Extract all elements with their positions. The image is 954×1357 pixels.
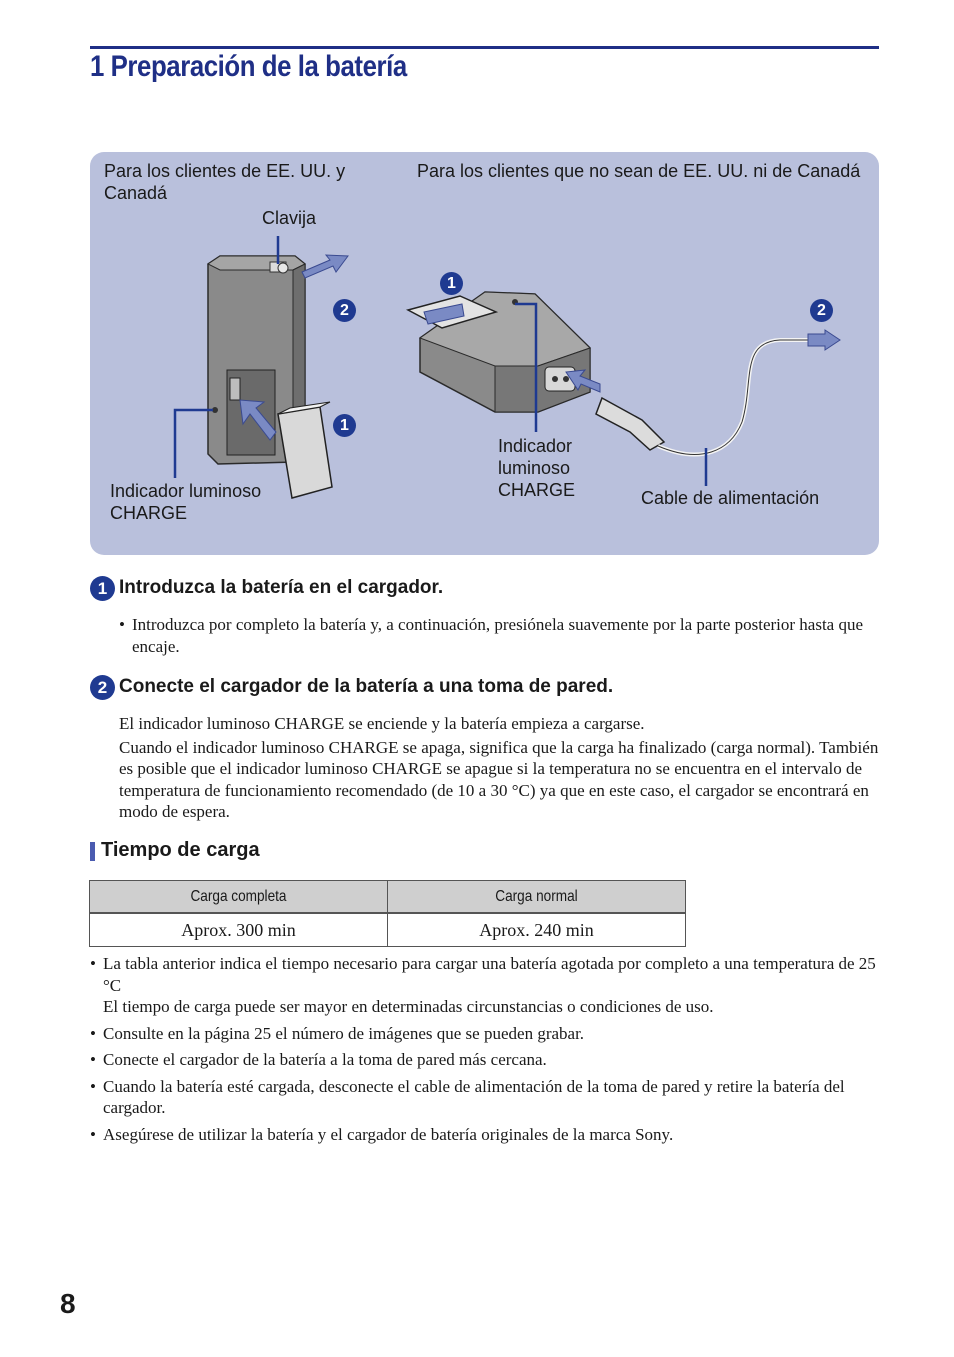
note-text: Asegúrese de utilizar la batería y el cargador de batería originales de la marca Sony. [103,1124,674,1144]
step-1-bullet-text: Introduzca por completo la batería y, a continuación, presiónela suavemente por la parte posterior hasta que encaje. [132,615,864,656]
step-2-badge: 2 [90,675,115,700]
bullet-dot: • [119,615,125,634]
note-text: El tiempo de carga puede ser mayor en determinadas circunstancias o condiciones de uso. [103,997,714,1016]
figure-badge-1-right: 1 [440,272,463,295]
table-header-cell: Carga normal [388,881,686,914]
list-item: • Conecte el cargador de la batería a la toma de pared más cercana. [90,1050,547,1069]
step-1-bullet [119,614,879,657]
power-cable-label: Cable de alimentación [641,488,820,508]
header-rule [90,46,879,49]
note-text: Consulte en la página 25 el número de imágenes que se pueden grabar. [103,1023,585,1043]
intl-charger-drawing [408,292,840,486]
step-2-heading: Conecte el cargador de la batería a una toma de pared. [119,676,614,697]
charging-time-table [89,880,686,947]
step-2-body [119,713,879,825]
notes-list [90,953,880,1150]
section-marker [90,842,95,861]
page-number: 8 [60,1288,76,1319]
note-text: Cuando la batería esté cargada, desconecte el cable de alimentación de la toma de pared y retire la batería del cargador. [103,1076,845,1117]
list-item: • La tabla anterior indica el tiempo necesario para cargar una batería agotada por completo a una temperatura de 25 °C El tiempo de carga puede ser mayor en determinadas circunstancias o condiciones de uso. [90,954,876,1016]
table-cell: Aprox. 300 min [90,913,388,947]
illustration-panel [90,152,879,555]
step-2-paragraph-1: El indicador luminoso CHARGE se enciende y la batería empieza a cargarse. [119,714,645,733]
note-text: La tabla anterior indica el tiempo necesario para cargar una batería agotada por completo a una temperatura de 25 °C [103,954,876,995]
plug-label: Clavija [262,208,317,228]
charge-indicator-label-left: Indicador luminoso CHARGE [110,481,262,523]
table-cell: Aprox. 240 min [388,913,686,947]
step-1-badge: 1 [90,576,115,601]
step-2-paragraph-2: Cuando el indicador luminoso CHARGE se apaga, significa que la carga ha finalizado (carga normal). También es posible que el indicador luminoso CHARGE se apague si la temperatura no se encuentra en el intervalo de temperatura de funcionamiento recomendado (de 10 a 30 °C) ya que en este caso, el cargador se encontrará en modo de espera. [119,737,879,821]
table-header-cell: Carga completa [90,881,388,914]
note-text: Conecte el cargador de la batería a la toma de pared más cercana. [103,1050,547,1069]
figure-badge-1-left: 1 [333,414,356,437]
figure-badge-2-right: 2 [810,299,833,322]
step-1-heading: Introduzca la batería en el cargador. [119,577,444,598]
charging-time-heading: Tiempo de carga [101,839,260,861]
list-item: • Consulte en la página 25 el número de imágenes que se pueden grabar. [90,1023,585,1043]
table-header-row [90,881,686,914]
charge-indicator-label-right: Indicador luminoso CHARGE [498,436,576,500]
other-countries-caption: Para los clientes que no sean de EE. UU. ni de Canadá [417,161,861,181]
figure-badge-2-left: 2 [333,299,356,322]
us-canada-caption: Para los clientes de EE. UU. y Canadá [104,161,346,203]
table-row [90,913,686,947]
list-item: • Asegúrese de utilizar la batería y el cargador de batería originales de la marca Sony. [90,1124,674,1144]
page-title: 1 Preparación de la batería [90,50,407,83]
us-charger-drawing [175,236,348,498]
list-item: • Cuando la batería esté cargada, desconecte el cable de alimentación de la toma de pared y retire la batería del cargador. [90,1076,880,1119]
